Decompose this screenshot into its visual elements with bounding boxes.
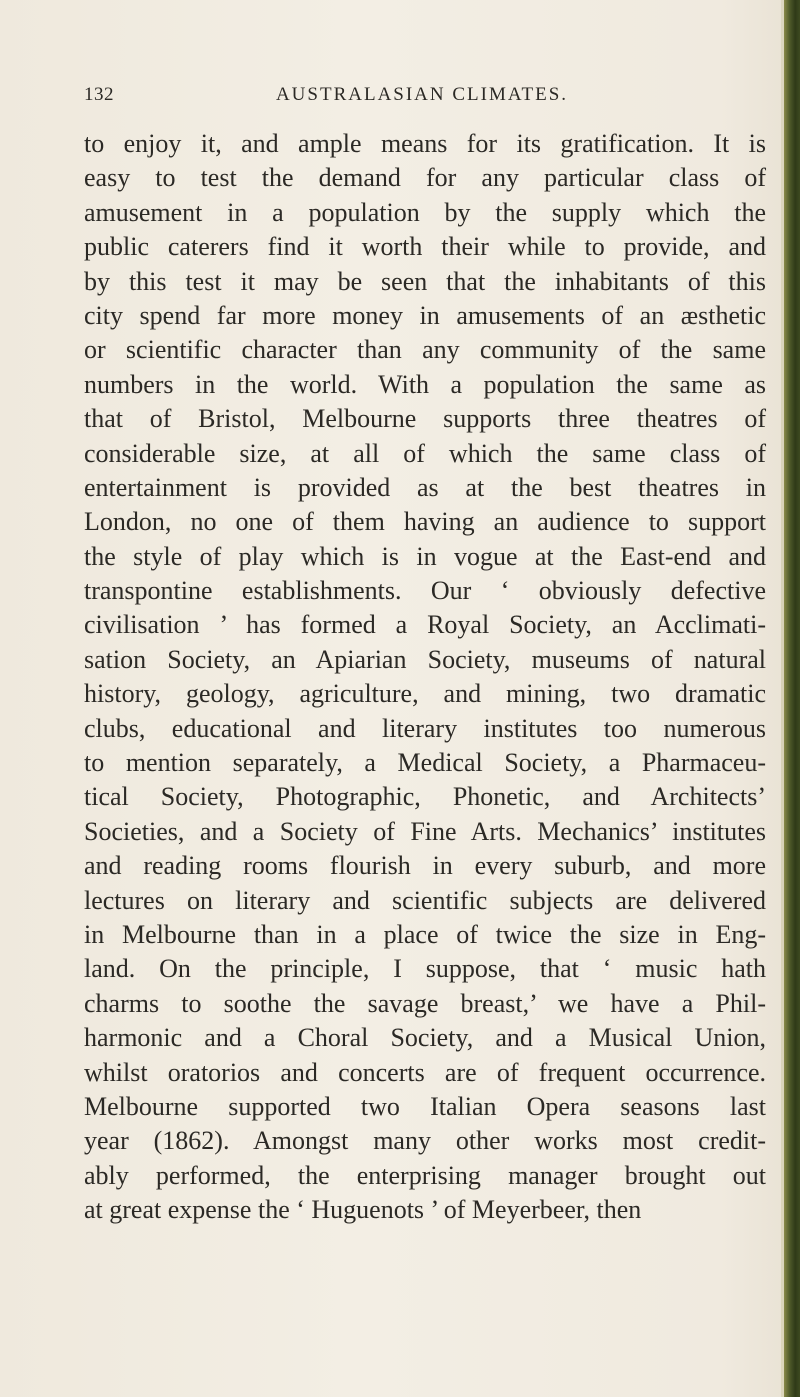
text-line: and reading rooms flourish in every suburb, and more bbox=[84, 851, 766, 881]
text-line: by this test it may be seen that the inhabitants of this bbox=[84, 266, 766, 296]
text-line: civilisation ’ has formed a Royal Society, an Acclimati- bbox=[84, 610, 766, 640]
body-text bbox=[84, 127, 766, 1228]
text-line: transpontine establishments. Our ‘ obviously defective bbox=[84, 576, 766, 606]
text-line: charms to soothe the savage breast,’ we have a Phil- bbox=[84, 988, 766, 1018]
text-line: clubs, educational and literary institutes too numerous bbox=[84, 713, 766, 743]
text-line: whilst oratorios and concerts are of frequent occurrence. bbox=[84, 1057, 766, 1087]
text-line: considerable size, at all of which the same class of bbox=[84, 438, 766, 468]
text-line: amusement in a population by the supply which the bbox=[84, 197, 766, 227]
text-line: or scientific character than any community of the same bbox=[84, 335, 766, 365]
text-line: ably performed, the enterprising manager brought out bbox=[84, 1160, 766, 1190]
text-line: London, no one of them having an audience to support bbox=[84, 507, 766, 537]
text-line: sation Society, an Apiarian Society, museums of natural bbox=[84, 644, 766, 674]
text-line: Melbourne supported two Italian Opera seasons last bbox=[84, 1091, 766, 1121]
text-line: lectures on literary and scientific subjects are delivered bbox=[84, 885, 766, 915]
book-spine-edge bbox=[784, 0, 800, 1397]
text-line: city spend far more money in amusements of an æsthetic bbox=[84, 300, 766, 330]
page-number: 132 bbox=[84, 84, 114, 105]
text-line: year (1862). Amongst many other works most credit- bbox=[84, 1126, 766, 1156]
text-line: history, geology, agriculture, and mining, two dramatic bbox=[84, 679, 766, 709]
text-line: in Melbourne than in a place of twice the size in Eng- bbox=[84, 919, 766, 949]
text-line: numbers in the world. With a population the same as bbox=[84, 369, 766, 399]
running-head: AUSTRALASIAN CLIMATES. bbox=[275, 84, 569, 105]
text-line: to enjoy it, and ample means for its gratification. It is bbox=[84, 129, 766, 158]
text-line: land. On the principle, I suppose, that ‘ music hath bbox=[84, 954, 766, 984]
text-line: public caterers find it worth their while to provide, and bbox=[84, 232, 766, 262]
text-line: the style of play which is in vogue at the East-end and bbox=[84, 541, 766, 571]
text-line: to mention separately, a Medical Society, a Pharmaceu- bbox=[84, 748, 766, 778]
text-line: at great expense the ‘ Huguenots ’ of Meyerbeer, then bbox=[84, 1195, 642, 1225]
text-line: tical Society, Photographic, Phonetic, and Architects’ bbox=[84, 782, 766, 812]
text-line: easy to test the demand for any particular class of bbox=[84, 163, 766, 193]
text-line: Societies, and a Society of Fine Arts. Mechanics’ institutes bbox=[84, 816, 766, 846]
text-line: harmonic and a Choral Society, and a Musical Union, bbox=[84, 1023, 766, 1053]
text-line: entertainment is provided as at the best theatres in bbox=[84, 472, 766, 502]
text-line: that of Bristol, Melbourne supports three theatres of bbox=[84, 404, 766, 434]
page-header bbox=[84, 84, 760, 114]
